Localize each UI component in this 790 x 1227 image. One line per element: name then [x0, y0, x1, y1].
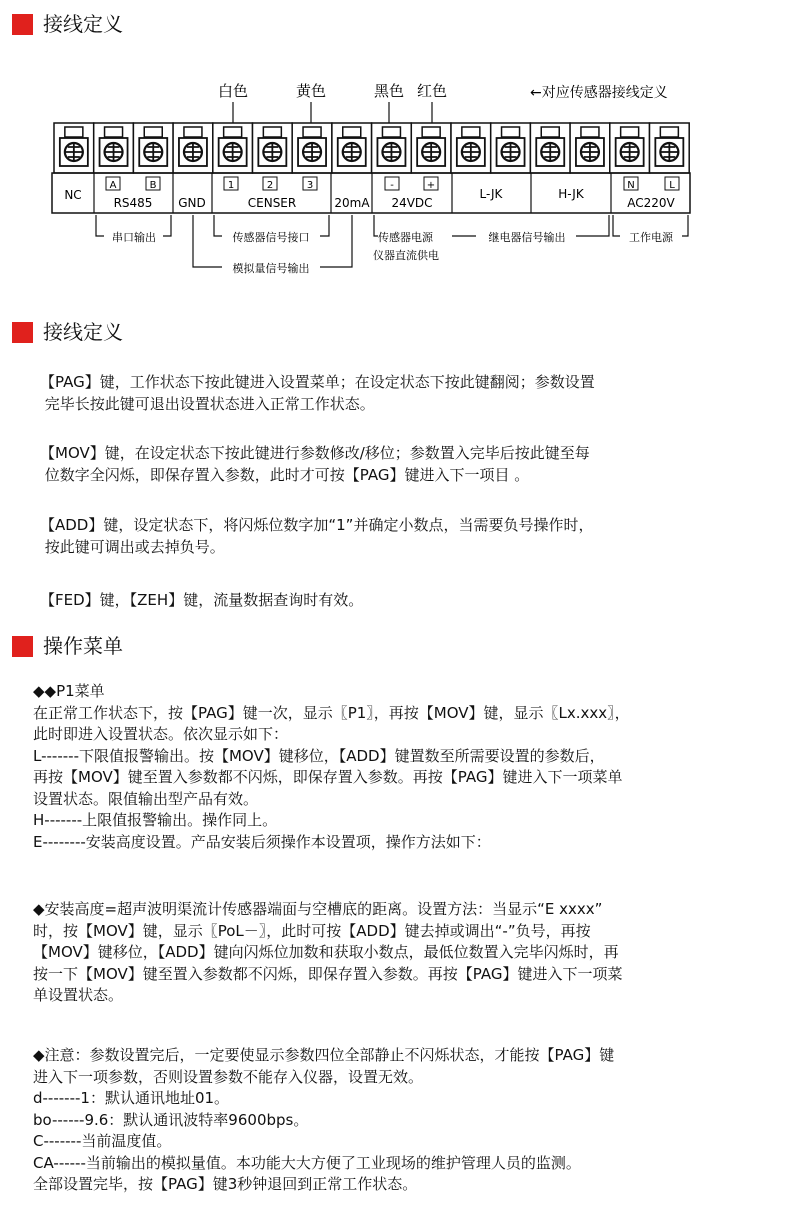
section-header-menu: [12, 634, 123, 658]
section-header-wiring-1: [12, 12, 123, 36]
section-header-wiring-2: [12, 320, 123, 344]
cell-hjk: H-JK: [558, 187, 584, 201]
cell-1: 1: [227, 180, 235, 191]
note-line: 进入下一项参数，否则设置参数不能存入仪器，设置无效。: [33, 1067, 424, 1086]
note-line: ◆注意：参数设置完后，一定要使显示参数四位全部静止不闪烁状态，才能按【PAG】键: [33, 1046, 615, 1064]
install-line: 【MOV】键移位，【ADD】键向闪烁位加数和获取小数点，最低位数置入完毕闪烁时，再: [33, 943, 619, 961]
section-title: 接线定义: [43, 12, 123, 36]
key-fed-zeh-description: 【FED】键，【ZEH】键，流量数据查询时有效。: [40, 591, 364, 609]
red-square-icon: [12, 322, 33, 343]
note-line: bo------9.6：默认通讯波特率9600bps。: [33, 1110, 309, 1129]
p1-line: 在正常工作状态下，按【PAG】键一次，显示〖P1〗，再按【MOV】键，显示〖Lx.xxx〗，: [33, 703, 630, 722]
arrow-note: ←对应传感器接线定义: [530, 85, 668, 101]
cell-20ma: 20mA: [334, 196, 370, 210]
note-line: 全部设置完毕，按【PAG】键3秒钟退回到正常工作状态。: [33, 1175, 418, 1193]
cell-rs485: RS485: [113, 196, 153, 210]
p1-line: 再按【MOV】键至置入参数都不闪烁，即保存置入参数。再按【PAG】键进入下一项菜单: [33, 768, 623, 786]
cell-a: A: [109, 180, 117, 191]
cell-b: B: [149, 180, 157, 191]
cell-n: N: [627, 180, 635, 191]
group-relay-output: 继电器信号输出: [488, 231, 566, 244]
cell-gnd: GND: [178, 196, 206, 210]
p1-line: ◆◆P1菜单: [33, 682, 105, 700]
key-mov-description: 【MOV】键，在设定状态下按此键进行参数修改/移位；参数置入完毕后按此键至每 位数字全闪烁，即保存置入参数，此时才可按【PAG】键进入下一项目 。: [40, 444, 590, 484]
note-line: d-------1：默认通讯地址01。: [33, 1089, 230, 1107]
group-serial-output: 串口输出: [112, 231, 156, 244]
wiring-diagram: [0, 60, 790, 295]
red-square-icon: [12, 636, 33, 657]
key-pag-description: 【PAG】键，工作状态下按此键进入设置菜单；在设定状态下按此键翻阅；参数设置 完毕长按此键可退出设置状态进入正常工作状态。: [40, 373, 595, 413]
wire-label-black: 黑色: [373, 82, 405, 100]
section-title: 操作菜单: [43, 634, 123, 658]
cell-ac220v: AC220V: [627, 196, 675, 210]
cell-censer: CENSER: [247, 196, 297, 210]
install-line: 按一下【MOV】键至置入参数都不闪烁，即保存置入参数。再按【PAG】键进入下一项菜: [33, 964, 623, 983]
p1-line: 此时即进入设置状态。依次显示如下：: [33, 725, 289, 743]
red-square-icon: [12, 14, 33, 35]
key-add-description: 【ADD】键，设定状态下，将闪烁位数字加“1”并确定小数点，当需要负号操作时， 按此键可调出或去掉负号。: [40, 516, 594, 556]
cell-plus: +: [426, 180, 436, 191]
group-analog-output: 模拟量信号输出: [232, 262, 310, 275]
group-sensor-signal: 传感器信号接口: [232, 231, 310, 244]
cell-3: 3: [306, 180, 314, 191]
cell-ljk: L-JK: [479, 187, 503, 201]
install-height-block: [33, 899, 778, 1007]
wire-label-yellow: 黄色: [295, 82, 327, 100]
note-block: [33, 1045, 778, 1196]
wire-label-white: 白色: [217, 82, 249, 100]
p1-line: H-------上限值报警输出。操作同上。: [33, 811, 278, 829]
cell-24vdc: 24VDC: [391, 196, 433, 210]
p1-line: E--------安装高度设置。产品安装后须操作本设置项，操作方法如下：: [33, 832, 491, 851]
cell-minus: -: [390, 180, 394, 191]
group-instrument-dc: 仪器直流供电: [373, 249, 439, 262]
cell-nc: NC: [64, 188, 82, 202]
cell-l: L: [669, 180, 675, 191]
note-line: CA------当前输出的模拟量值。本功能大大方便了工业现场的维护管理人员的监测。: [33, 1153, 581, 1172]
section-title: 接线定义: [43, 320, 123, 344]
install-line: 时，按【MOV】键，显示〖PoL－〗，此时可按【ADD】键去掉或调出“-”负号，再按: [33, 921, 591, 940]
cell-2: 2: [266, 180, 274, 191]
group-sensor-power: 传感器电源: [378, 231, 433, 244]
install-line: 单设置状态。: [33, 986, 124, 1004]
group-work-power: 工作电源: [629, 231, 673, 244]
p1-line: L-------下限值报警输出。按【MOV】键移位，【ADD】键置数至所需要设置的参数后，: [33, 746, 605, 765]
p1-menu-block: [33, 681, 778, 853]
p1-line: 设置状态。限值输出型产品有效。: [33, 789, 259, 808]
note-line: C-------当前温度值。: [33, 1132, 172, 1150]
install-line: ◆安装高度=超声波明渠流计传感器端面与空槽底的距离。设置方法：当显示“E xxxx”: [33, 900, 603, 918]
wire-label-red: 红色: [416, 82, 448, 100]
